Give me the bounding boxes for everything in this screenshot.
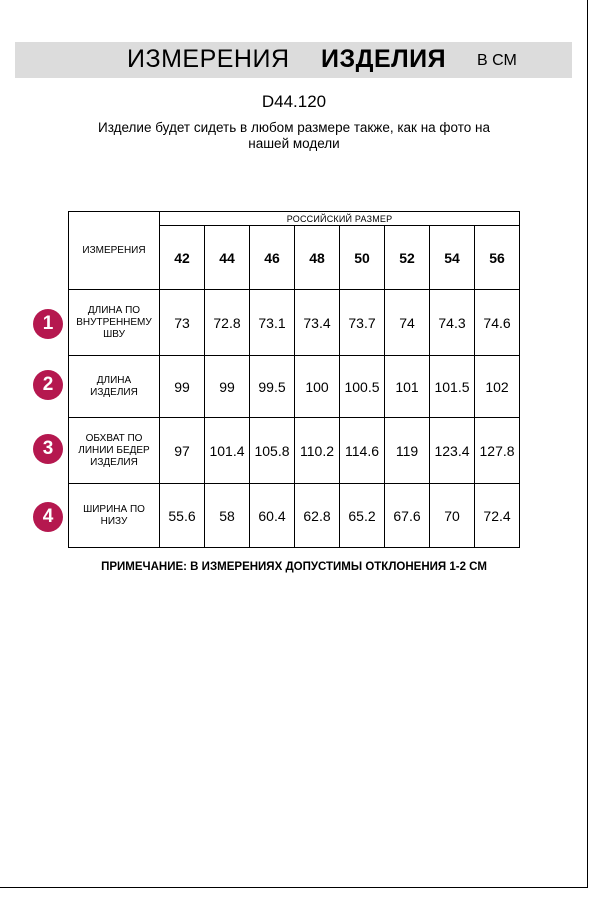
fit-note: Изделие будет сидеть в любом размере также, как на фото на нашей модели xyxy=(98,120,490,151)
size-group-header: РОССИЙСКИЙ РАЗМЕР xyxy=(160,212,520,226)
row-label: ДЛИНА ПО ВНУТРЕННЕМУ ШВУ xyxy=(69,290,160,356)
size-header-44: 44 xyxy=(205,226,250,290)
size-header-42: 42 xyxy=(160,226,205,290)
row-label: ШИРИНА ПО НИЗУ xyxy=(69,484,160,548)
value-cell: 100 xyxy=(295,356,340,418)
size-header-50: 50 xyxy=(340,226,385,290)
size-header-48: 48 xyxy=(295,226,340,290)
table-row xyxy=(69,484,520,548)
value-cell: 102 xyxy=(475,356,520,418)
value-cell: 67.6 xyxy=(385,484,430,548)
table-row xyxy=(69,356,520,418)
value-cell: 73 xyxy=(160,290,205,356)
value-cell: 58 xyxy=(205,484,250,548)
value-cell: 62.8 xyxy=(295,484,340,548)
row-label: ОБХВАТ ПО ЛИНИИ БЕДЕР ИЗДЕЛИЯ xyxy=(69,418,160,484)
value-cell: 101.4 xyxy=(205,418,250,484)
size-header-52: 52 xyxy=(385,226,430,290)
row-number-badge: 2 xyxy=(33,370,63,400)
header-unit: В СМ xyxy=(477,52,517,69)
value-cell: 55.6 xyxy=(160,484,205,548)
measurement-remark: ПРИМЕЧАНИЕ: В ИЗМЕРЕНИЯХ ДОПУСТИМЫ ОТКЛОНЕНИЯ 1-2 СМ xyxy=(101,561,487,573)
value-cell: 99 xyxy=(205,356,250,418)
header-title-part2: ИЗДЕЛИЯ xyxy=(321,45,447,73)
value-cell: 74.3 xyxy=(430,290,475,356)
table-row xyxy=(69,418,520,484)
row-number-badge: 4 xyxy=(33,502,63,532)
row-number-badge: 1 xyxy=(33,309,63,339)
size-header-54: 54 xyxy=(430,226,475,290)
value-cell: 105.8 xyxy=(250,418,295,484)
size-table xyxy=(68,211,520,548)
value-cell: 65.2 xyxy=(340,484,385,548)
row-label: ДЛИНА ИЗДЕЛИЯ xyxy=(69,356,160,418)
value-cell: 101.5 xyxy=(430,356,475,418)
value-cell: 72.8 xyxy=(205,290,250,356)
value-cell: 100.5 xyxy=(340,356,385,418)
value-cell: 72.4 xyxy=(475,484,520,548)
value-cell: 99 xyxy=(160,356,205,418)
value-cell: 70 xyxy=(430,484,475,548)
value-cell: 114.6 xyxy=(340,418,385,484)
size-header-46: 46 xyxy=(250,226,295,290)
measurements-header: ИЗМЕРЕНИЯ xyxy=(69,212,160,290)
value-cell: 74.6 xyxy=(475,290,520,356)
size-header-56: 56 xyxy=(475,226,520,290)
article-code: D44.120 xyxy=(261,92,327,111)
header-banner xyxy=(15,42,572,78)
table-row xyxy=(69,290,520,356)
value-cell: 123.4 xyxy=(430,418,475,484)
value-cell: 97 xyxy=(160,418,205,484)
header-title-part1: ИЗМЕРЕНИЯ xyxy=(127,45,290,73)
value-cell: 99.5 xyxy=(250,356,295,418)
value-cell: 74 xyxy=(385,290,430,356)
value-cell: 101 xyxy=(385,356,430,418)
value-cell: 119 xyxy=(385,418,430,484)
value-cell: 73.7 xyxy=(340,290,385,356)
value-cell: 73.4 xyxy=(295,290,340,356)
value-cell: 110.2 xyxy=(295,418,340,484)
value-cell: 60.4 xyxy=(250,484,295,548)
row-number-badge: 3 xyxy=(33,434,63,464)
value-cell: 73.1 xyxy=(250,290,295,356)
value-cell: 127.8 xyxy=(475,418,520,484)
